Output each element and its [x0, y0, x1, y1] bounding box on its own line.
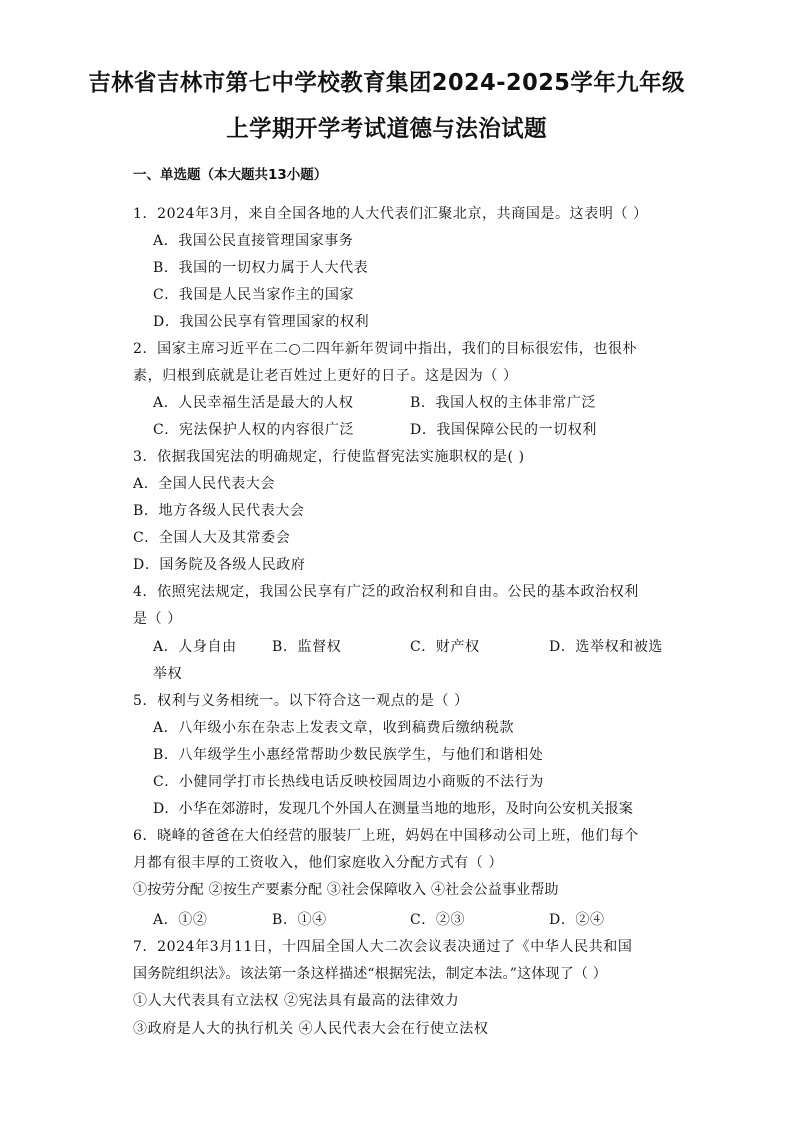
q1-option-b: B．我国的一切权力属于人大代表 — [153, 260, 369, 276]
q3-stem: 3．依据我国宪法的明确规定，行使监督宪法实施职权的是( ) — [133, 449, 525, 465]
q3-option-a: A．全国人民代表大会 — [133, 476, 276, 492]
q6-stem-line-2: 月都有很丰厚的工资收入，他们家庭收入分配方式有（ ） — [133, 855, 504, 871]
q5-option-d: D．小华在郊游时，发现几个外国人在测量当地的地形，及时向公安机关报案 — [153, 801, 634, 817]
q5-stem: 5．权利与义务相统一。以下符合这一观点的是（ ） — [133, 693, 469, 709]
q2-option-c: C．宪法保护人权的内容很广泛 — [153, 422, 355, 438]
q2-option-a: A．人民幸福生活是最大的人权 — [153, 395, 354, 411]
exam-title-line-2: 上学期开学考试道德与法治试题 — [226, 116, 547, 142]
q4-option-d-continued: 举权 — [153, 666, 183, 682]
q1-option-c: C．我国是人民当家作主的国家 — [153, 287, 355, 303]
q6-option-c: C．②③ — [410, 912, 466, 928]
q6-statements: ①按劳分配 ②按生产要素分配 ③社会保障收入 ④社会公益事业帮助 — [133, 882, 559, 898]
section-heading: 一、单选题（本大题共13小题） — [133, 167, 328, 183]
q5-option-a: A．八年级小东在杂志上发表文章，收到稿费后缴纳税款 — [153, 720, 515, 736]
q3-option-b: B．地方各级人民代表大会 — [133, 503, 305, 519]
exam-title-line-1: 吉林省吉林市第七中学校教育集团2024-2025学年九年级 — [88, 70, 685, 96]
q2-option-b: B．我国人权的主体非常广泛 — [410, 395, 597, 411]
q4-option-b: B．监督权 — [272, 639, 342, 655]
q5-option-c: C．小健同学打市长热线电话反映校园周边小商贩的不法行为 — [153, 774, 544, 790]
q7-statements-line-1: ①人大代表具有立法权 ②宪法具有最高的法律效力 — [133, 993, 460, 1009]
q2-option-d: D．我国保障公民的一切权利 — [410, 422, 598, 438]
q5-option-b: B．八年级学生小惠经常帮助少数民族学生，与他们和谐相处 — [153, 747, 544, 763]
q4-stem-line-1: 4．依照宪法规定，我国公民享有广泛的政治权利和自由。公民的基本政治权利 — [133, 584, 639, 600]
q6-stem-line-1: 6．晓峰的爸爸在大伯经营的服装厂上班，妈妈在中国移动公司上班，他们每个 — [133, 828, 639, 844]
q2-stem-line-1: 2．国家主席习近平在二○二四年新年贺词中指出，我们的目标很宏伟，也很朴 — [133, 341, 638, 357]
q1-stem: 1．2024年3月，来自全国各地的人大代表们汇聚北京，共商国是。这表明（ ） — [133, 206, 648, 222]
q3-option-d: D．国务院及各级人民政府 — [133, 557, 306, 573]
q7-stem-line-2: 国务院组织法》。该法第一条这样描述“根据宪法，制定本法。”这体现了（ ） — [133, 966, 607, 982]
q7-stem-line-1: 7．2024年3月11日，十四届全国人大二次会议表决通过了《中华人民共和国 — [133, 939, 633, 955]
q4-stem-line-2: 是（ ） — [133, 611, 182, 627]
q4-option-a: A．人身自由 — [153, 639, 237, 655]
q2-stem-line-2: 素，归根到底就是让老百姓过上更好的日子。这是因为（ ） — [133, 368, 518, 384]
q1-option-a: A．我国公民直接管理国家事务 — [153, 233, 354, 249]
q4-option-d: D．选举权和被选 — [549, 639, 664, 655]
q6-option-d: D．②④ — [549, 912, 605, 928]
q3-option-c: C．全国人大及其常委会 — [133, 530, 291, 546]
q1-option-d: D．我国公民享有管理国家的权利 — [153, 314, 370, 330]
q7-statements-line-2: ③政府是人大的执行机关 ④人民代表大会在行使立法权 — [133, 1021, 489, 1037]
q6-option-b: B．①④ — [272, 912, 327, 928]
q6-option-a: A．①② — [153, 912, 208, 928]
q4-option-c: C．财产权 — [410, 639, 480, 655]
